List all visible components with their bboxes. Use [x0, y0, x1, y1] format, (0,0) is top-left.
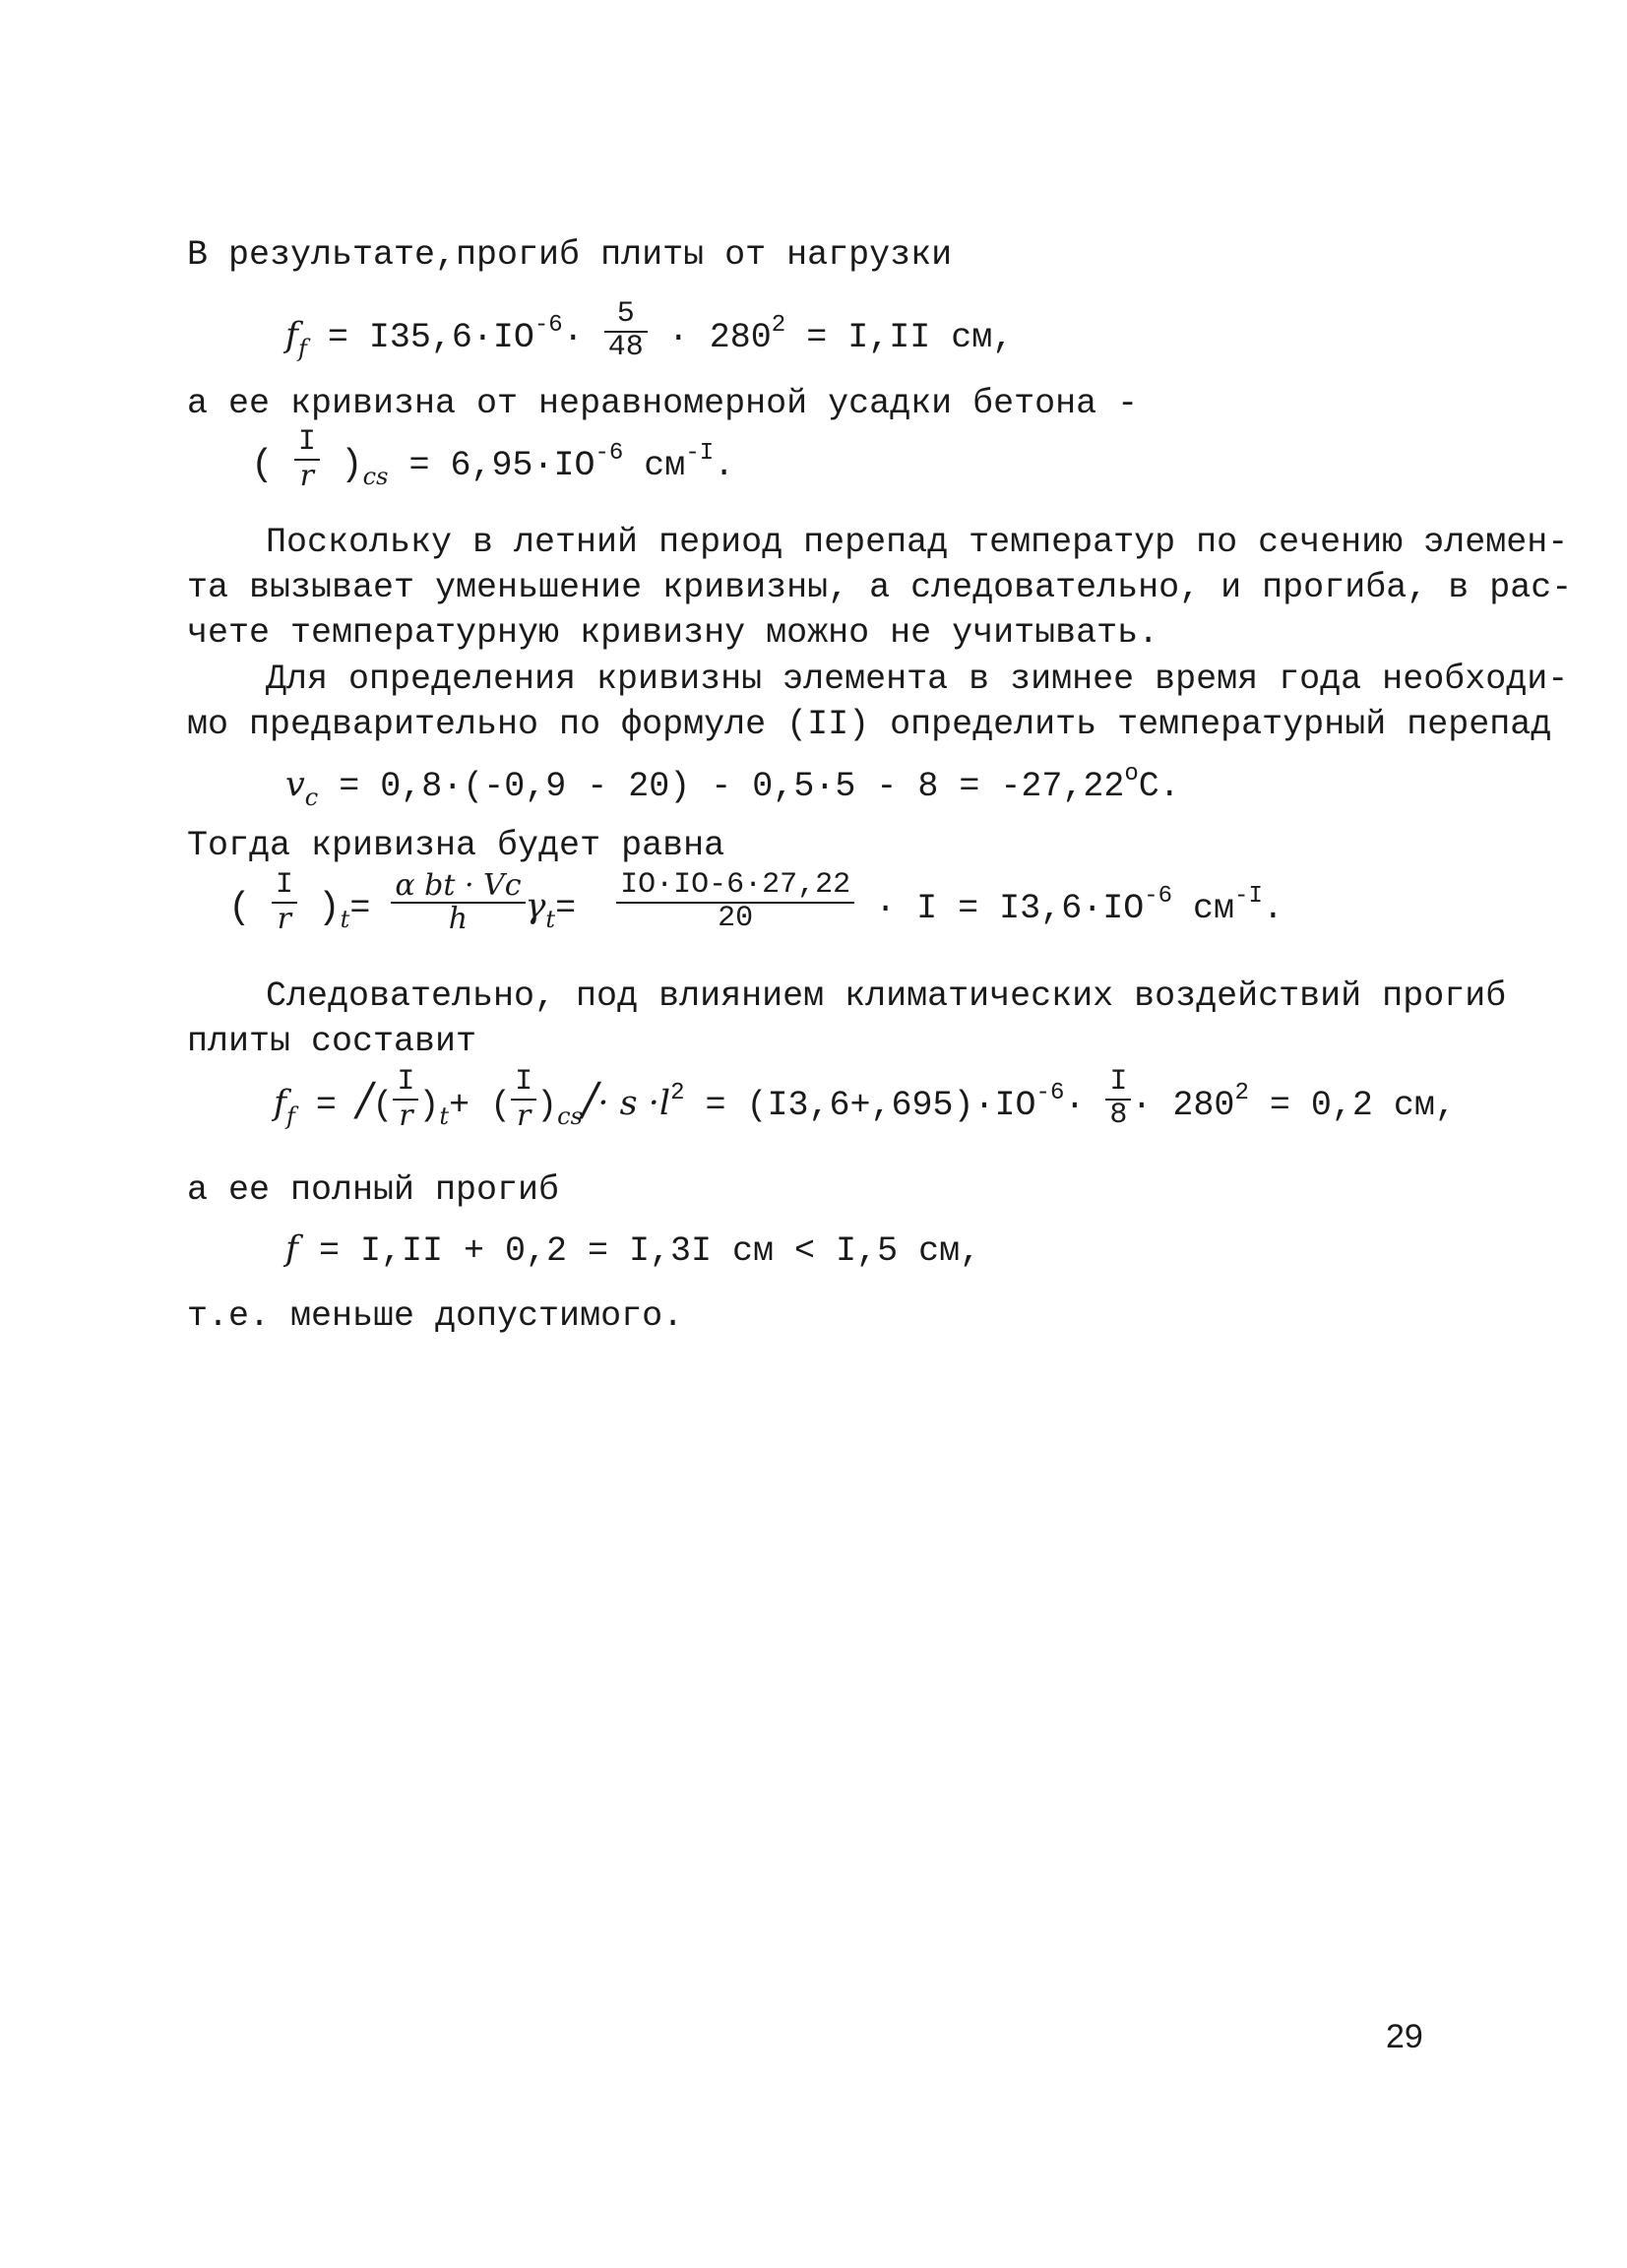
fraction [616, 870, 854, 934]
fraction-numerator: I [272, 870, 297, 904]
formula-exponent: 2 [670, 1079, 685, 1106]
formula-text: = [349, 888, 371, 928]
formula-exponent: 2 [771, 311, 786, 339]
fraction [604, 299, 648, 363]
formula-paren: ) [340, 443, 363, 486]
fraction-denominator: r [277, 901, 291, 936]
formula-subscript: t [340, 905, 350, 933]
formula-exponent: -6 [594, 439, 624, 467]
text-line: а ее кривизна от неравномерной усадки бетона - [187, 384, 1139, 423]
formula-text: · [1064, 1085, 1086, 1125]
formula-text: C. [1138, 767, 1180, 806]
formula-subscript: c [304, 784, 319, 811]
text-line: плиты составит [187, 1022, 477, 1061]
fraction-numerator: α bt · Vc [391, 870, 525, 904]
text-line: Для определения кривизны элемента в зимнее время года необходи- [266, 660, 1569, 699]
formula-exponent: -I [685, 439, 715, 467]
formula-text: · s ·l [597, 1083, 671, 1123]
formula-exponent: -6 [1144, 882, 1173, 910]
fraction-denominator: 48 [607, 330, 644, 364]
formula-text: · I = I3,6·IO [854, 888, 1145, 928]
formula-text: = 0,8·(-0,9 - 20) - 0,5·5 - 8 = -27,22 [318, 767, 1125, 806]
page-number: 29 [1386, 2018, 1423, 2055]
fraction-numerator: 5 [604, 299, 648, 333]
fraction [1105, 1067, 1131, 1131]
fraction [511, 1067, 536, 1131]
fraction-denominator: r [399, 1098, 413, 1133]
text-line: Поскольку в летний период перепад температур по сечению элемен- [266, 523, 1569, 562]
fraction [272, 870, 297, 934]
fraction-numerator: I [1105, 1067, 1131, 1101]
fraction [391, 870, 525, 934]
fraction-numerator: I [511, 1067, 536, 1101]
fraction-numerator: I [294, 427, 320, 461]
formula-shrinkage-curvature [251, 425, 735, 497]
formula-bracket: / [582, 1071, 598, 1125]
formula-temperature-drop [285, 761, 1180, 811]
formula-text: = I,II + 0,2 = I,3I см < I,5 см, [297, 1231, 981, 1271]
text-line: Следовательно, под влиянием климатических воздействий прогиб [266, 976, 1507, 1016]
formula-symbol: f [285, 315, 298, 355]
formula-symbol: γ [525, 886, 546, 926]
formula-exponent: -6 [533, 311, 563, 339]
fraction-denominator: h [448, 901, 469, 936]
formula-text: = 6,95·IO [388, 445, 595, 485]
formula-text: = (I3,6+,695)·IO [684, 1085, 1036, 1125]
formula-text: . [1262, 888, 1283, 928]
formula-bracket: / [356, 1071, 373, 1125]
formula-text: см [1172, 888, 1235, 928]
text-line: чете температурную кривизну можно не учитывать. [187, 613, 1159, 653]
fraction [393, 1067, 418, 1131]
formula-paren: ( [251, 443, 274, 486]
formula-text: = [555, 888, 577, 928]
text-line: т.е. меньше допустимого. [187, 1296, 684, 1336]
formula-text: см [623, 445, 686, 485]
formula-text: = I35,6·IO [306, 317, 534, 357]
formula-text: = [294, 1085, 357, 1125]
formula-subscript: t [439, 1102, 450, 1130]
text-line: мо предварительно по формуле (II) определить температурный перепад [187, 705, 1552, 744]
formula-text: · 280 [1131, 1085, 1235, 1125]
formula-climatic-deflection: $f_f$ = /( $\frac{I}{r}$ )$_t+$ ( $\frac{I}{r}$ )$_{cs}/\cdot s \cdot l^2 = (I3,6+,695)\cdot IO^{-6}\cdot$ $\frac{I}{8}$ · $280^2 = 0,2$ см, [274, 1065, 1456, 1133]
formula-symbol: f [285, 1229, 298, 1269]
formula-text: = I,II см, [785, 317, 1014, 357]
formula-subscript: t [545, 905, 556, 933]
fraction-numerator: I [393, 1067, 418, 1101]
formula-subscript: f [285, 1102, 295, 1130]
fraction-denominator: r [516, 1098, 532, 1133]
formula-paren: ) [317, 886, 341, 929]
formula-text: · 280 [647, 317, 772, 357]
formula-text: + [449, 1085, 470, 1125]
formula-temperature-curvature [228, 868, 1283, 940]
formula-exponent: 2 [1234, 1079, 1249, 1106]
formula-symbol: f [274, 1083, 286, 1123]
formula-subscript: cs [557, 1102, 583, 1130]
formula-text: . [714, 445, 735, 485]
formula-text: · [562, 317, 584, 357]
text-line: а ее полный прогиб [187, 1170, 560, 1210]
formula-symbol: v [285, 765, 305, 804]
text-line: та вызывает уменьшение кривизны, а следовательно, и прогиба, в рас- [187, 568, 1573, 607]
text-line: В результате,прогиб плиты от нагрузки [187, 235, 953, 275]
fraction-numerator: IO·IO-6·27,22 [616, 870, 854, 904]
formula-degree: o [1124, 761, 1139, 788]
fraction-denominator: 20 [718, 901, 754, 935]
fraction [294, 427, 320, 491]
fraction-denominator: r [299, 458, 314, 493]
fraction-denominator: 8 [1109, 1098, 1128, 1132]
formula-text: = 0,2 см, [1248, 1085, 1456, 1125]
formula-exponent: -I [1234, 882, 1263, 910]
formula-exponent: -6 [1035, 1079, 1065, 1106]
formula-subscript: cs [362, 462, 389, 490]
formula-subscript: f [297, 334, 307, 362]
text-line: Тогда кривизна будет равна [187, 826, 725, 865]
formula-deflection-load [285, 297, 1014, 369]
formula-paren: ( [228, 886, 251, 929]
formula-total-deflection [285, 1229, 981, 1271]
